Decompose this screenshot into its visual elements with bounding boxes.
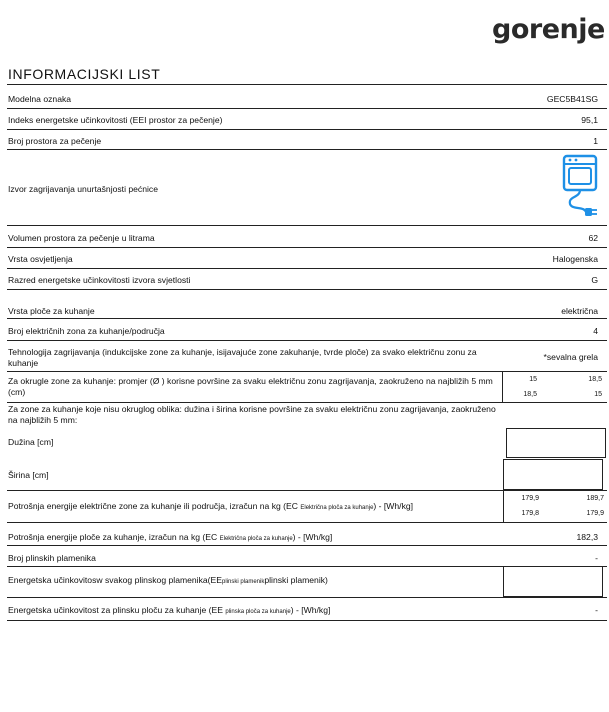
- heat-source-label: Izvor zagrijavanja unurtašnjosti pećnice: [8, 184, 158, 194]
- divider: [7, 490, 607, 491]
- label-part: ) - [Wh/kg]: [290, 605, 331, 615]
- lighting-value: Halogenska: [552, 254, 598, 264]
- round-zone-value: 18,5: [523, 391, 537, 398]
- round-zone-value: 18,5: [588, 376, 602, 383]
- zone-consumption-value: 179,9: [586, 510, 604, 517]
- grid-line: [502, 371, 503, 402]
- label-part: Energetska učinkovitosw svakog plinskog plamenika(EE: [8, 575, 222, 585]
- label-part: ) - [Wh/kg]: [373, 501, 414, 511]
- label-part: ) - [Wh/kg]: [292, 532, 333, 542]
- zone-consumption-value: 179,8: [521, 510, 539, 517]
- hob-type-label: Vrsta ploče za kuhanje: [8, 306, 95, 316]
- zone-consumption-value: 179,9: [521, 495, 539, 502]
- technology-label: Tehnologija zagrijavanja (indukcijske zone za kuhanje, isijavajuće zone zakuhanje, tvrde ploče) za svako električnu zonu za kuhanje: [8, 347, 477, 368]
- gas-hob-efficiency-label: [8, 605, 330, 618]
- gas-hob-efficiency-value: -: [595, 605, 598, 615]
- zones-value: 4: [593, 326, 598, 336]
- non-round-label: Za zone za kuhanje koje nisu okruglog oblika: dužina i širina korisne površine za svaku električnu zonu zagrijavanja, zaokruženo na najbližih 5 mm:: [8, 404, 496, 425]
- gas-efficiency-value-box: [503, 566, 603, 597]
- divider: [7, 149, 607, 150]
- length-value-box: [506, 428, 606, 458]
- volume-value: 62: [588, 233, 598, 243]
- title-rule: [7, 84, 607, 85]
- round-zones-label: Za okrugle zone za kuhanje: promjer (Ø ) korisne površine za svaku električnu zonu zagrijavanja, zaokruženo na najbližih 5 mm (cm): [8, 376, 493, 397]
- label-subscript: Električna ploča za kuhanje: [219, 536, 293, 542]
- model-label: Modelna oznaka: [8, 94, 72, 104]
- round-zone-value: 15: [594, 391, 602, 398]
- round-zone-value: 15: [529, 376, 537, 383]
- divider: [7, 108, 607, 109]
- electric-oven-icon: [560, 154, 600, 220]
- divider: [7, 597, 607, 598]
- divider: [7, 129, 607, 130]
- light-class-value: G: [591, 275, 598, 285]
- brand-logo: gorenje: [492, 14, 605, 45]
- label-part: Potrošnja energije električne zone za kuhanje ili područja, izračun na kg (EC: [8, 501, 301, 511]
- divider: [7, 340, 607, 341]
- light-class-label: Razred energetske učinkovitosti izvora svjetlosti: [8, 275, 191, 285]
- divider: [7, 289, 607, 290]
- divider: [7, 268, 607, 269]
- divider: [7, 225, 607, 226]
- label-part: Energetska učinkovitost za plinsku ploču za kuhanje (EE: [8, 605, 226, 615]
- hob-consumption-value: 182,3: [576, 532, 598, 542]
- divider: [7, 522, 607, 523]
- label-part: Potrošnja energije ploče za kuhanje, izračun na kg (EC: [8, 532, 220, 542]
- width-value-box: [503, 459, 603, 490]
- width-label: Širina [cm]: [8, 470, 49, 480]
- model-value: GEC5B41SG: [546, 94, 598, 104]
- divider: [7, 402, 607, 403]
- volume-label: Volumen prostora za pečenje u litrama: [8, 233, 155, 243]
- zones-label: Broj električnih zona za kuhanje/područja: [8, 326, 165, 336]
- eei-value: 95,1: [581, 115, 598, 125]
- label-part: plinski plamenik): [264, 575, 328, 585]
- document-title: INFORMACIJSKI LIST: [8, 66, 161, 82]
- cavities-label: Broj prostora za pečenje: [8, 136, 102, 146]
- divider: [7, 371, 607, 372]
- length-label: Dužina [cm]: [8, 437, 54, 447]
- label-subscript: plinska ploča za kuhanje: [225, 609, 291, 615]
- divider: [7, 318, 607, 319]
- gas-burners-value: -: [595, 553, 598, 563]
- eei-label: Indeks energetske učinkovitosti (EEI prostor za pečenje): [8, 115, 223, 125]
- zone-consumption-value: 189,7: [586, 495, 604, 502]
- zone-consumption-label: [8, 501, 413, 514]
- cavities-value: 1: [593, 136, 598, 146]
- hob-type-value: električna: [561, 306, 598, 316]
- grid-line: [503, 490, 504, 522]
- divider: [7, 545, 607, 546]
- hob-consumption-label: [8, 532, 332, 545]
- label-subscript: Električna ploča za kuhanje: [300, 505, 374, 511]
- lighting-label: Vrsta osvjetljenja: [8, 254, 73, 264]
- divider: [7, 620, 607, 621]
- label-subscript: plinski plamenik: [222, 579, 265, 585]
- gas-efficiency-label: [8, 575, 328, 588]
- gas-burners-label: Broj plinskih plamenika: [8, 553, 96, 563]
- divider: [7, 247, 607, 248]
- technology-value: *sevalna grela: [543, 352, 598, 362]
